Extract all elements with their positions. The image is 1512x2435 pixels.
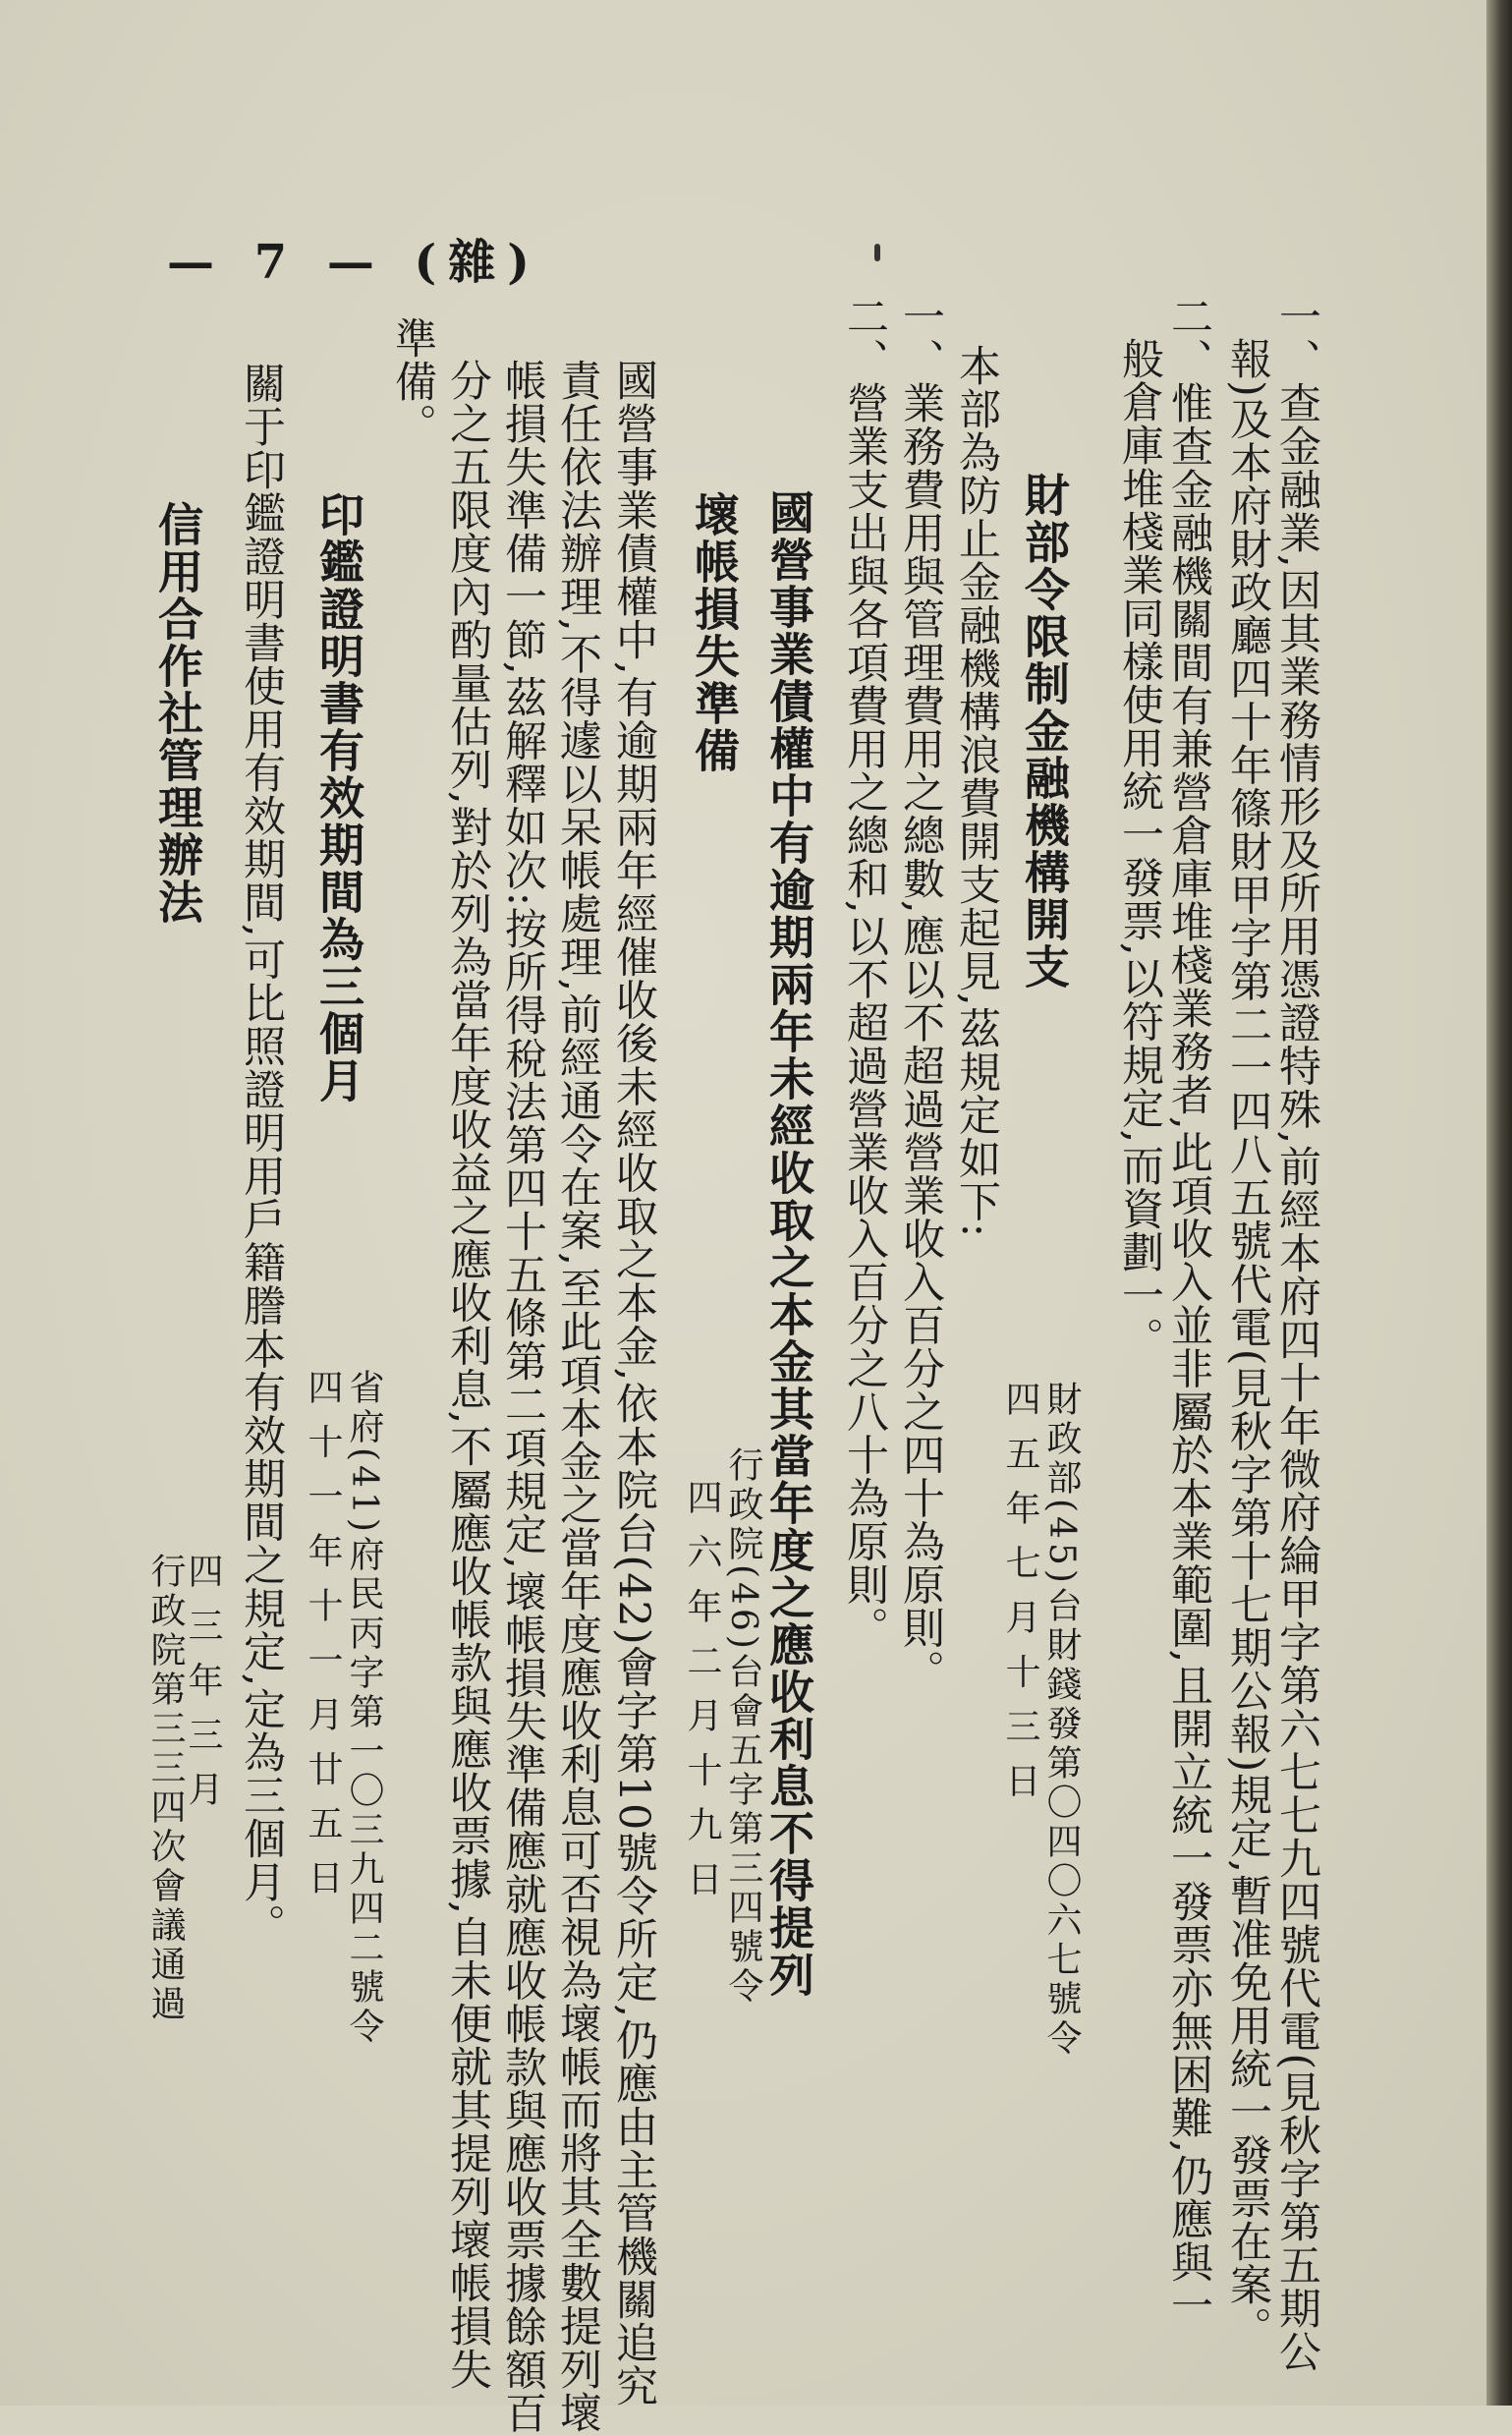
- section-title: 信用合作社管理辦法: [151, 501, 204, 926]
- page-header: — 7 — (雜): [167, 235, 541, 290]
- decree-number: 省府(41)府民丙字第一〇三九四二號令: [344, 1369, 384, 2047]
- decree-date: 四 六 年 二 月 十 九 日: [682, 1479, 722, 1900]
- text-column: 二、惟查金融機關間有兼營倉庫堆棧業務者,此項收入並非屬於本業範圍,且開立統一發票亦無困難,仍應與一: [1164, 295, 1213, 2328]
- text-column: 二、營業支出與各項費用之總和,以不超過營業收入百分之八十為原則。: [840, 295, 889, 1650]
- ink-speck: [874, 244, 880, 261]
- text-column: 一、業務費用與管理費用之總數,應以不超過營業收入百分之四十為原則。: [896, 295, 945, 1693]
- decree-date: 四 五 年 七 月 十 三 日: [1000, 1381, 1040, 1802]
- decree-number: 行政院(46)台會五字第三四號令: [723, 1446, 763, 2007]
- meeting-note: 行政院第三三四次會議通過: [145, 1553, 186, 2024]
- text-column: 本部為防止金融機構浪費開支起見,茲規定如下:: [952, 344, 1001, 1239]
- text-column: 關于印鑑證明書使用有效期間,可比照證明用戶籍謄本有效期間之規定,定為三個月。: [237, 362, 286, 1948]
- binding-edge: [1486, 0, 1512, 2406]
- decree-number: 財政部(45)台財錢發第〇四〇六七號令: [1041, 1381, 1082, 2059]
- section-title: 財部令限制金融機構開支: [1018, 472, 1071, 991]
- text-column: 準備。: [388, 316, 437, 446]
- text-column: 分之五限度內酌量估列,對於列為當年度收益之應收利息,不屬應收帳款與應收票據,自未便就其提列壞帳損失: [443, 359, 492, 2392]
- meeting-date: 四 三 年 三 月: [183, 1553, 223, 1810]
- decree-date: 四 十 一 年 十 一 月 廿 五 日: [303, 1369, 343, 1898]
- text-column: 報)及本府財政廳四十年篠財甲字第二一四八五號代電(見秋字第十七期公報)規定,暫准免用統一發票在案。: [1223, 337, 1272, 2350]
- section-title: 印鑑證明書有效期間為三個月: [312, 491, 365, 1104]
- section-subtitle: 壞帳損失準備: [688, 491, 741, 774]
- section-title: 國營事業債權中有逾期兩年未經收取之本金其當年度之應收利息不得提列: [762, 489, 815, 1999]
- text-column: 一、查金融業,因其業務情形及所用憑證特殊,前經本府四十年微府綸甲字第六七七九四號代電(見秋字第五期公: [1272, 295, 1321, 2374]
- text-column: 般倉庫堆棧業同樣使用統一發票,以符規定,而資劃一。: [1115, 337, 1164, 1361]
- text-column: 責任依法辦理,不得遽以呆帳處理,前經通令在案,至此項本金之當年度應收利息可否視為壞帳而將其全數提列壞: [553, 359, 602, 2435]
- text-column: 國營事業債權中,有逾期兩年經催收後未經收取之本金,依本院台(42)會字第10號令所定,仍應由主管機關追究: [609, 359, 658, 2407]
- text-column: 帳損失準備一節,茲解釋如次:按所得稅法第四十五條第二項規定,壞帳損失準備應就應收帳款與應收票據餘額百: [498, 359, 547, 2435]
